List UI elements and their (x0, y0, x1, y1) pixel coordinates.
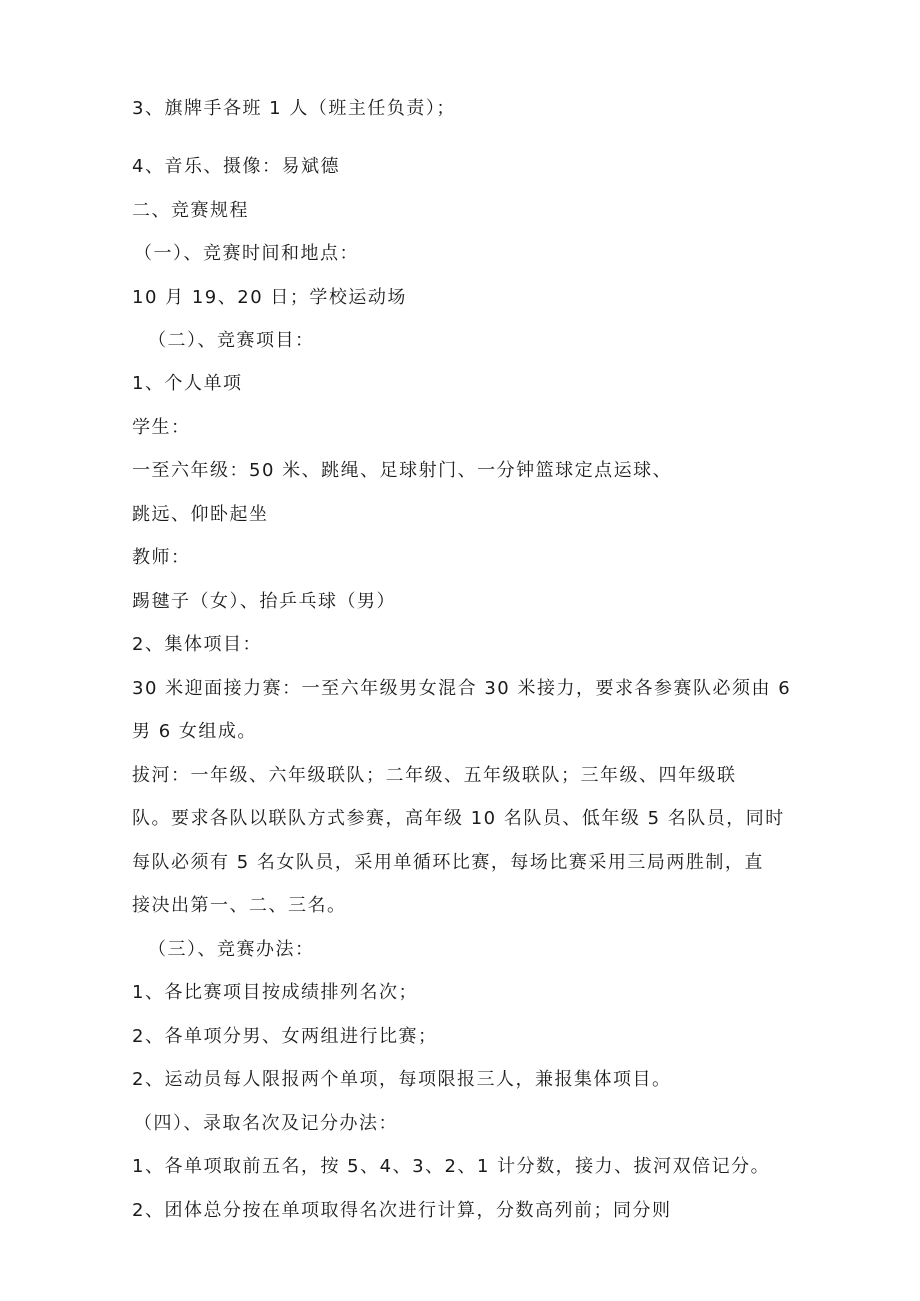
text-line-tug-of-war-1: 拔河：一年级、六年级联队；二年级、五年级联队；三年级、四年级联 (132, 765, 737, 786)
text-line-music-camera: 4、音乐、摄像：易斌德 (132, 156, 340, 177)
text-line-scoring-1: 1、各单项取前五名，按 5、4、3、2、1 计分数，接力、拔河双倍记分。 (132, 1156, 771, 1177)
text-line-teacher-events: 踢毽子（女）、抬乒乓球（男） (132, 591, 396, 612)
text-line-relay-2: 男 6 女组成。 (132, 721, 257, 742)
subsection-heading-time-place: （一）、竞赛时间和地点： (134, 243, 359, 264)
text-line-method-1: 1、各比赛项目按成绩排列名次； (132, 982, 418, 1003)
text-line-teachers: 教师： (132, 547, 191, 568)
text-line-individual-events: 1、个人单项 (132, 373, 243, 394)
subsection-heading-scoring: （四）、录取名次及记分办法： (134, 1113, 398, 1134)
text-line-scoring-2: 2、团体总分按在单项取得名次进行计算，分数高列前；同分则 (132, 1200, 672, 1221)
text-line-relay-1: 30 米迎面接力赛：一至六年级男女混合 30 米接力，要求各参赛队必须由 6 (132, 678, 792, 699)
subsection-heading-events: （二）、竞赛项目： (148, 330, 315, 351)
section-heading-competition-rules: 二、竞赛规程 (132, 200, 249, 221)
text-line-student-events-1: 一至六年级：50 米、跳绳、足球射门、一分钟篮球定点运球、 (132, 460, 673, 481)
text-line-date-venue: 10 月 19、20 日；学校运动场 (132, 287, 407, 308)
subsection-heading-methods: （三）、竞赛办法： (148, 939, 315, 960)
text-line-method-2: 2、各单项分男、女两组进行比赛； (132, 1026, 438, 1047)
text-line-tug-of-war-2: 队。要求各队以联队方式参赛，高年级 10 名队员、低年级 5 名队员，同时 (132, 808, 785, 829)
text-line-flag-bearers: 3、旗牌手各班 1 人（班主任负责）； (132, 98, 456, 119)
text-line-method-3: 2、运动员每人限报两个单项，每项限报三人，兼报集体项目。 (132, 1069, 672, 1090)
text-line-tug-of-war-3: 每队必须有 5 名女队员，采用单循环比赛，每场比赛采用三局两胜制，直 (132, 852, 764, 873)
text-line-team-events: 2、集体项目： (132, 634, 262, 655)
text-line-tug-of-war-4: 接决出第一、二、三名。 (132, 895, 347, 916)
text-line-students: 学生： (132, 417, 191, 438)
text-line-student-events-2: 跳远、仰卧起坐 (132, 504, 269, 525)
